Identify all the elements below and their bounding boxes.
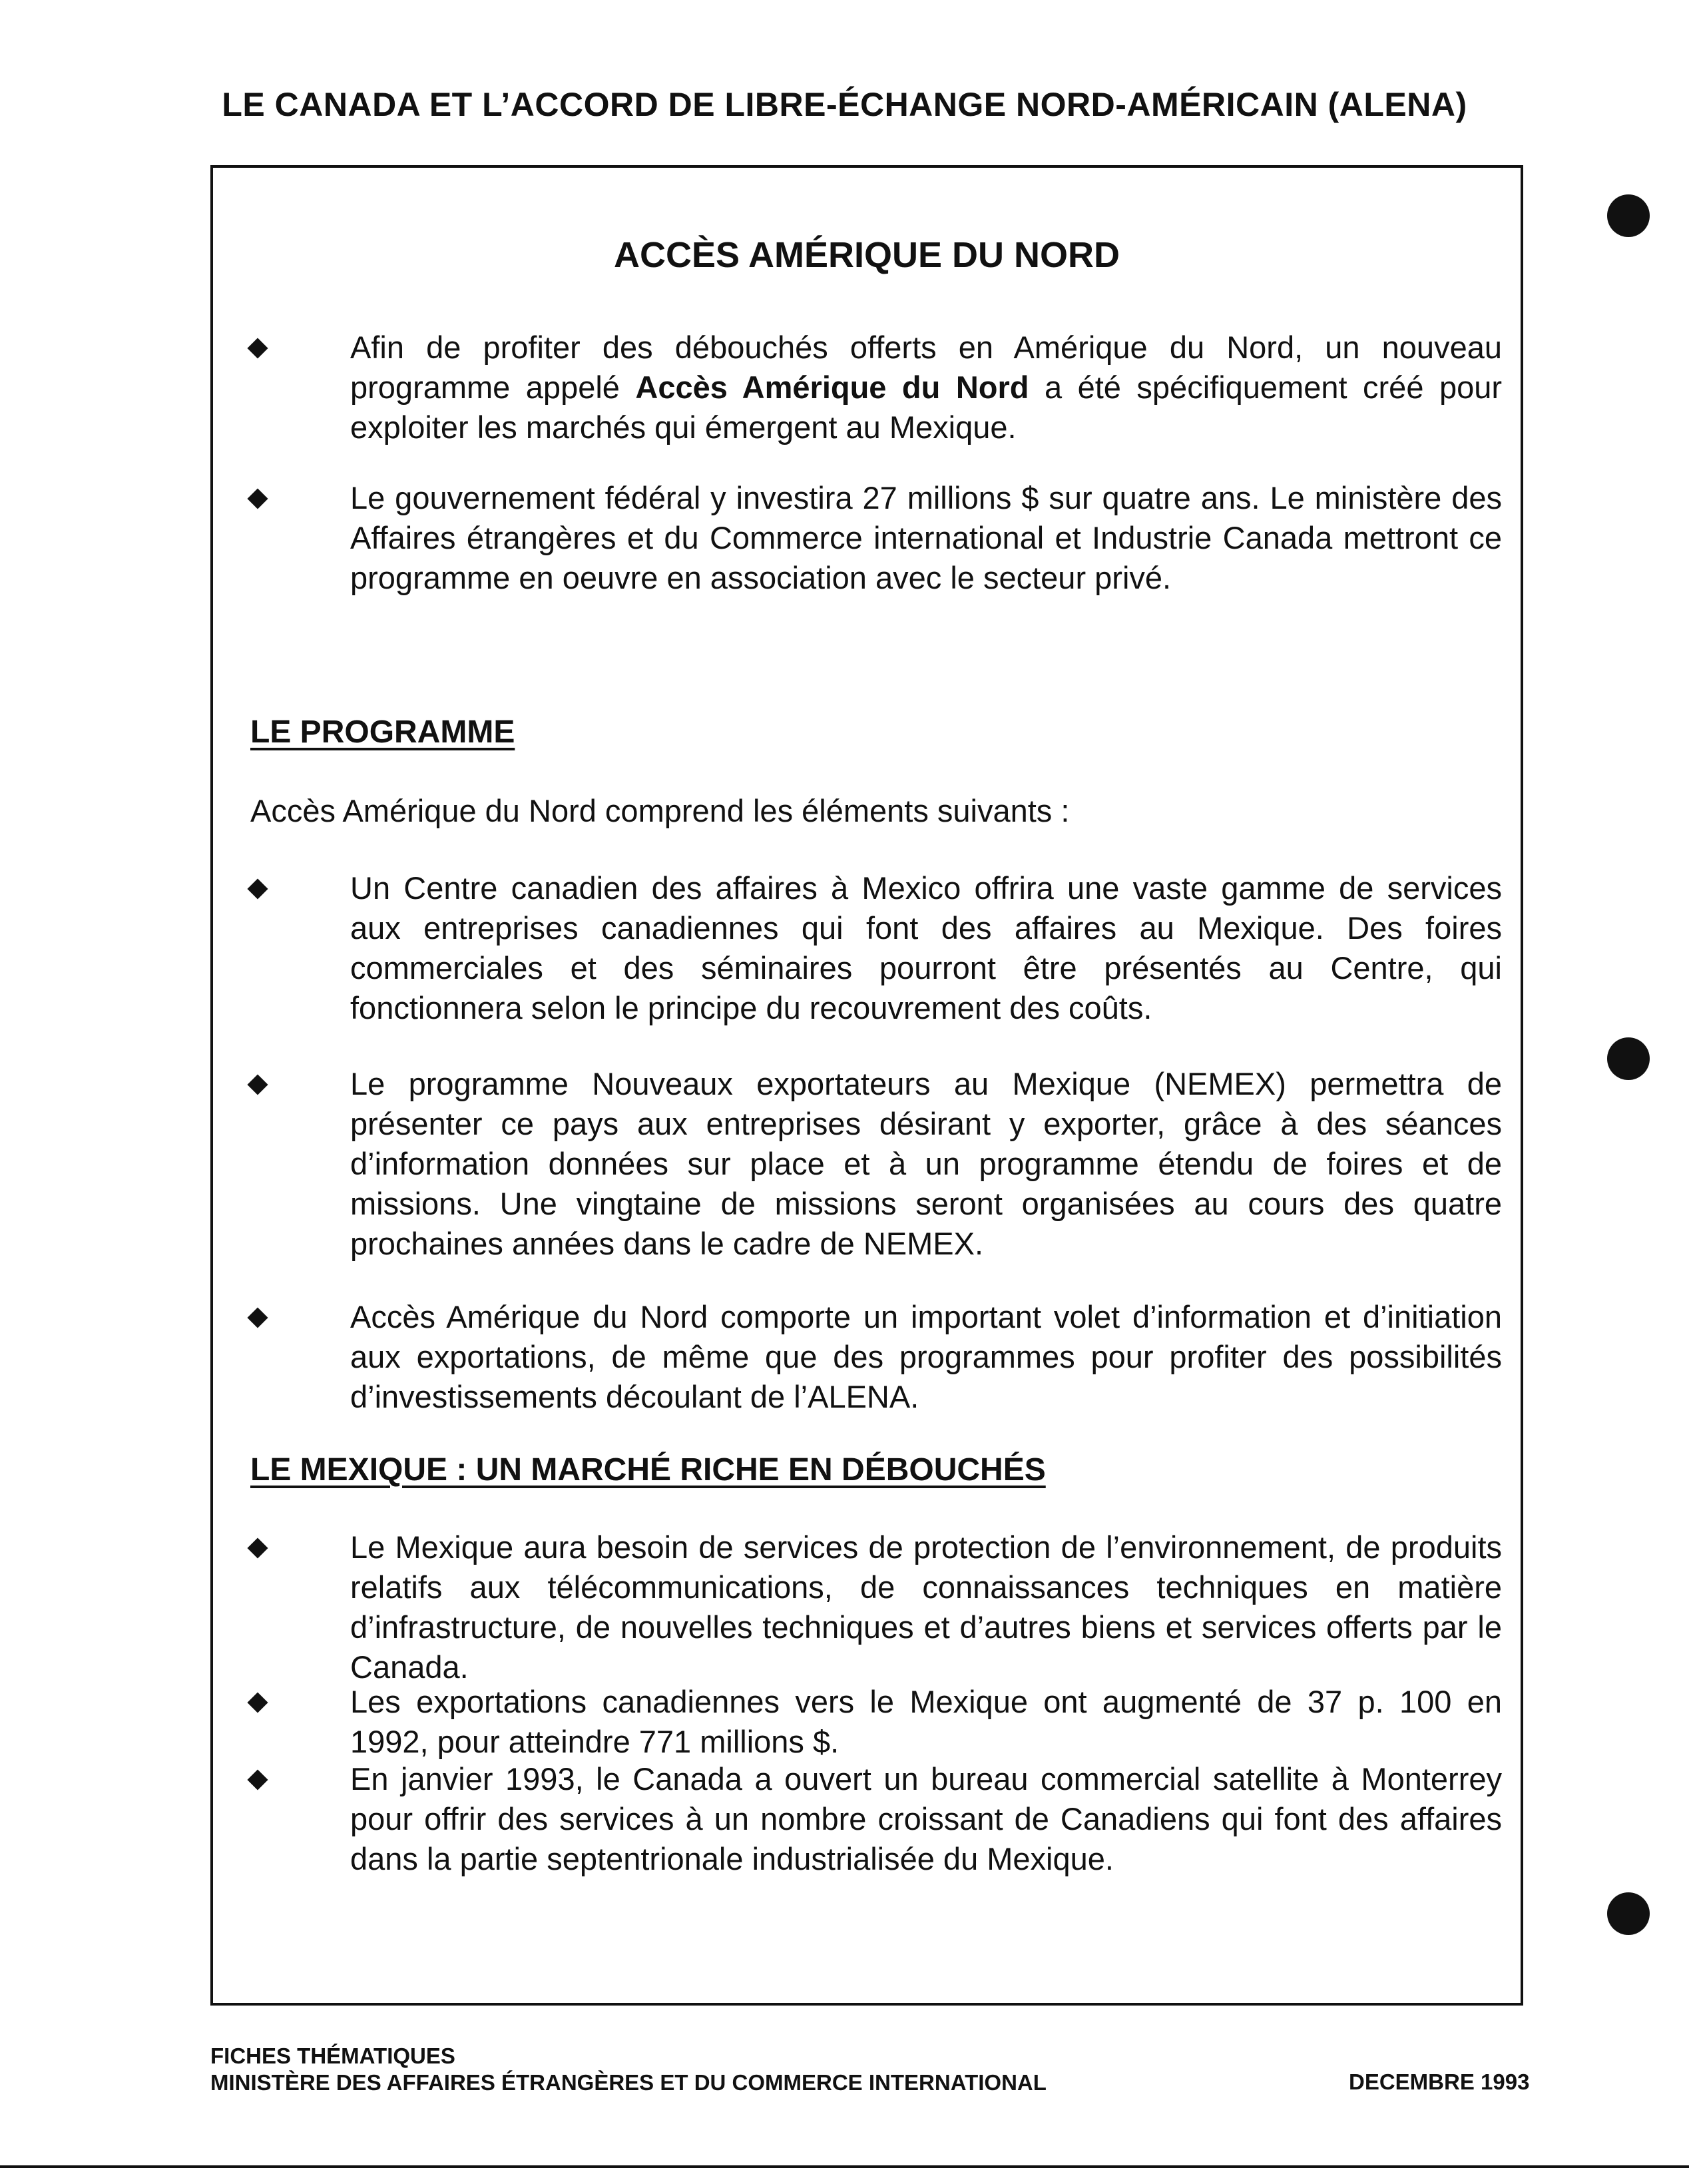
page-bottom-rule (0, 2165, 1689, 2168)
diamond-bullet-icon (247, 878, 268, 899)
intro-bullet (250, 328, 1502, 447)
binder-hole-mark (1607, 1037, 1650, 1080)
section-heading-mexique: LE MEXIQUE : UN MARCHÉ RICHE EN DÉBOUCHÉS (250, 1452, 1046, 1488)
footer-date: DECEMBRE 1993 (1349, 2069, 1530, 2094)
binder-hole-mark (1607, 1892, 1650, 1935)
programme-bullet-text: Accès Amérique du Nord comporte un important volet d’information et d’initiation aux exportations, de même que des programmes pour profiter des possibilités d’investissements découlant de l’ALENA. (350, 1299, 1502, 1414)
intro-bullet (250, 478, 1502, 598)
intro-bullet-text-part: a été spécifiquement créé pour exploiter les marchés qui émergent au Mexique. (350, 370, 1503, 445)
section-heading-programme: LE PROGRAMME (250, 714, 515, 750)
programme-bullet (250, 1064, 1502, 1264)
content-box (210, 165, 1523, 2006)
programme-bullet (250, 1297, 1502, 1417)
intro-bullet-text (350, 328, 1502, 447)
diamond-bullet-icon (247, 1769, 268, 1790)
diamond-bullet-icon (247, 338, 268, 358)
intro-bullet-text: Le gouvernement fédéral y investira 27 millions $ sur quatre ans. Le ministère des Affaires étrangères et du Commerce international et Industrie Canada mettront ce programme en oeuvre en association avec le secteur privé. (350, 480, 1502, 595)
diamond-bullet-icon (247, 1307, 268, 1328)
programme-name-bold: Accès Amérique du Nord (635, 370, 1029, 405)
diamond-bullet-icon (247, 1074, 268, 1095)
diamond-bullet-icon (247, 488, 268, 509)
diamond-bullet-icon (247, 1537, 268, 1558)
mexique-bullet (250, 1682, 1502, 1762)
mexique-bullet (250, 1759, 1502, 1879)
mexique-bullet-text: Le Mexique aura besoin de services de protection de l’environnement, de produits relatifs aux télécommunications, de connaissances techniques en matière d’infrastructure, de nouvelles techniques et d’autres biens et services offerts par le Canada. (350, 1529, 1502, 1685)
box-title: ACCÈS AMÉRIQUE DU NORD (613, 235, 1120, 275)
binder-hole-mark (1607, 194, 1650, 237)
intro-bullet-text-part: Afin de profiter des débouchés offerts en Amérique du Nord, un nouveau programme appelé (350, 330, 1502, 405)
document-header-title: LE CANADA ET L’ACCORD DE LIBRE-ÉCHANGE NORD-AMÉRICAIN (ALENA) (222, 86, 1467, 123)
mexique-bullet-text: En janvier 1993, le Canada a ouvert un bureau commercial satellite à Monterrey pour offrir des services à un nombre croissant de Canadiens qui font des affaires dans la partie septentrionale industrialisée du Mexique. (350, 1761, 1502, 1876)
programme-bullet-text: Le programme Nouveaux exportateurs au Mexique (NEMEX) permettra de présenter ce pays aux entreprises désirant y exporter, grâce à des séances d’information données sur place et à un programme étendu de foires et de missions. Une vingtaine de missions seront organisées au cours des quatre prochaines années dans le cadre de NEMEX. (350, 1066, 1502, 1261)
footer-publisher (210, 2043, 1047, 2096)
footer-series: FICHES THÉMATIQUES (210, 2044, 455, 2068)
programme-bullet (250, 868, 1502, 1028)
mexique-bullet-text: Les exportations canadiennes vers le Mexique ont augmenté de 37 p. 100 en 1992, pour atteindre 771 millions $. (350, 1684, 1502, 1759)
mexique-bullet (250, 1527, 1502, 1687)
diamond-bullet-icon (247, 1692, 268, 1713)
programme-bullet-text: Un Centre canadien des affaires à Mexico offrira une vaste gamme de services aux entreprises canadiennes qui font des affaires au Mexique. Des foires commerciales et des séminaires pourront être présentés au Centre, qui fonctionnera selon le principe du recouvrement des coûts. (350, 870, 1502, 1025)
programme-intro: Accès Amérique du Nord comprend les éléments suivants : (250, 793, 1070, 828)
footer-ministry: MINISTÈRE DES AFFAIRES ÉTRANGÈRES ET DU COMMERCE INTERNATIONAL (210, 2070, 1047, 2095)
